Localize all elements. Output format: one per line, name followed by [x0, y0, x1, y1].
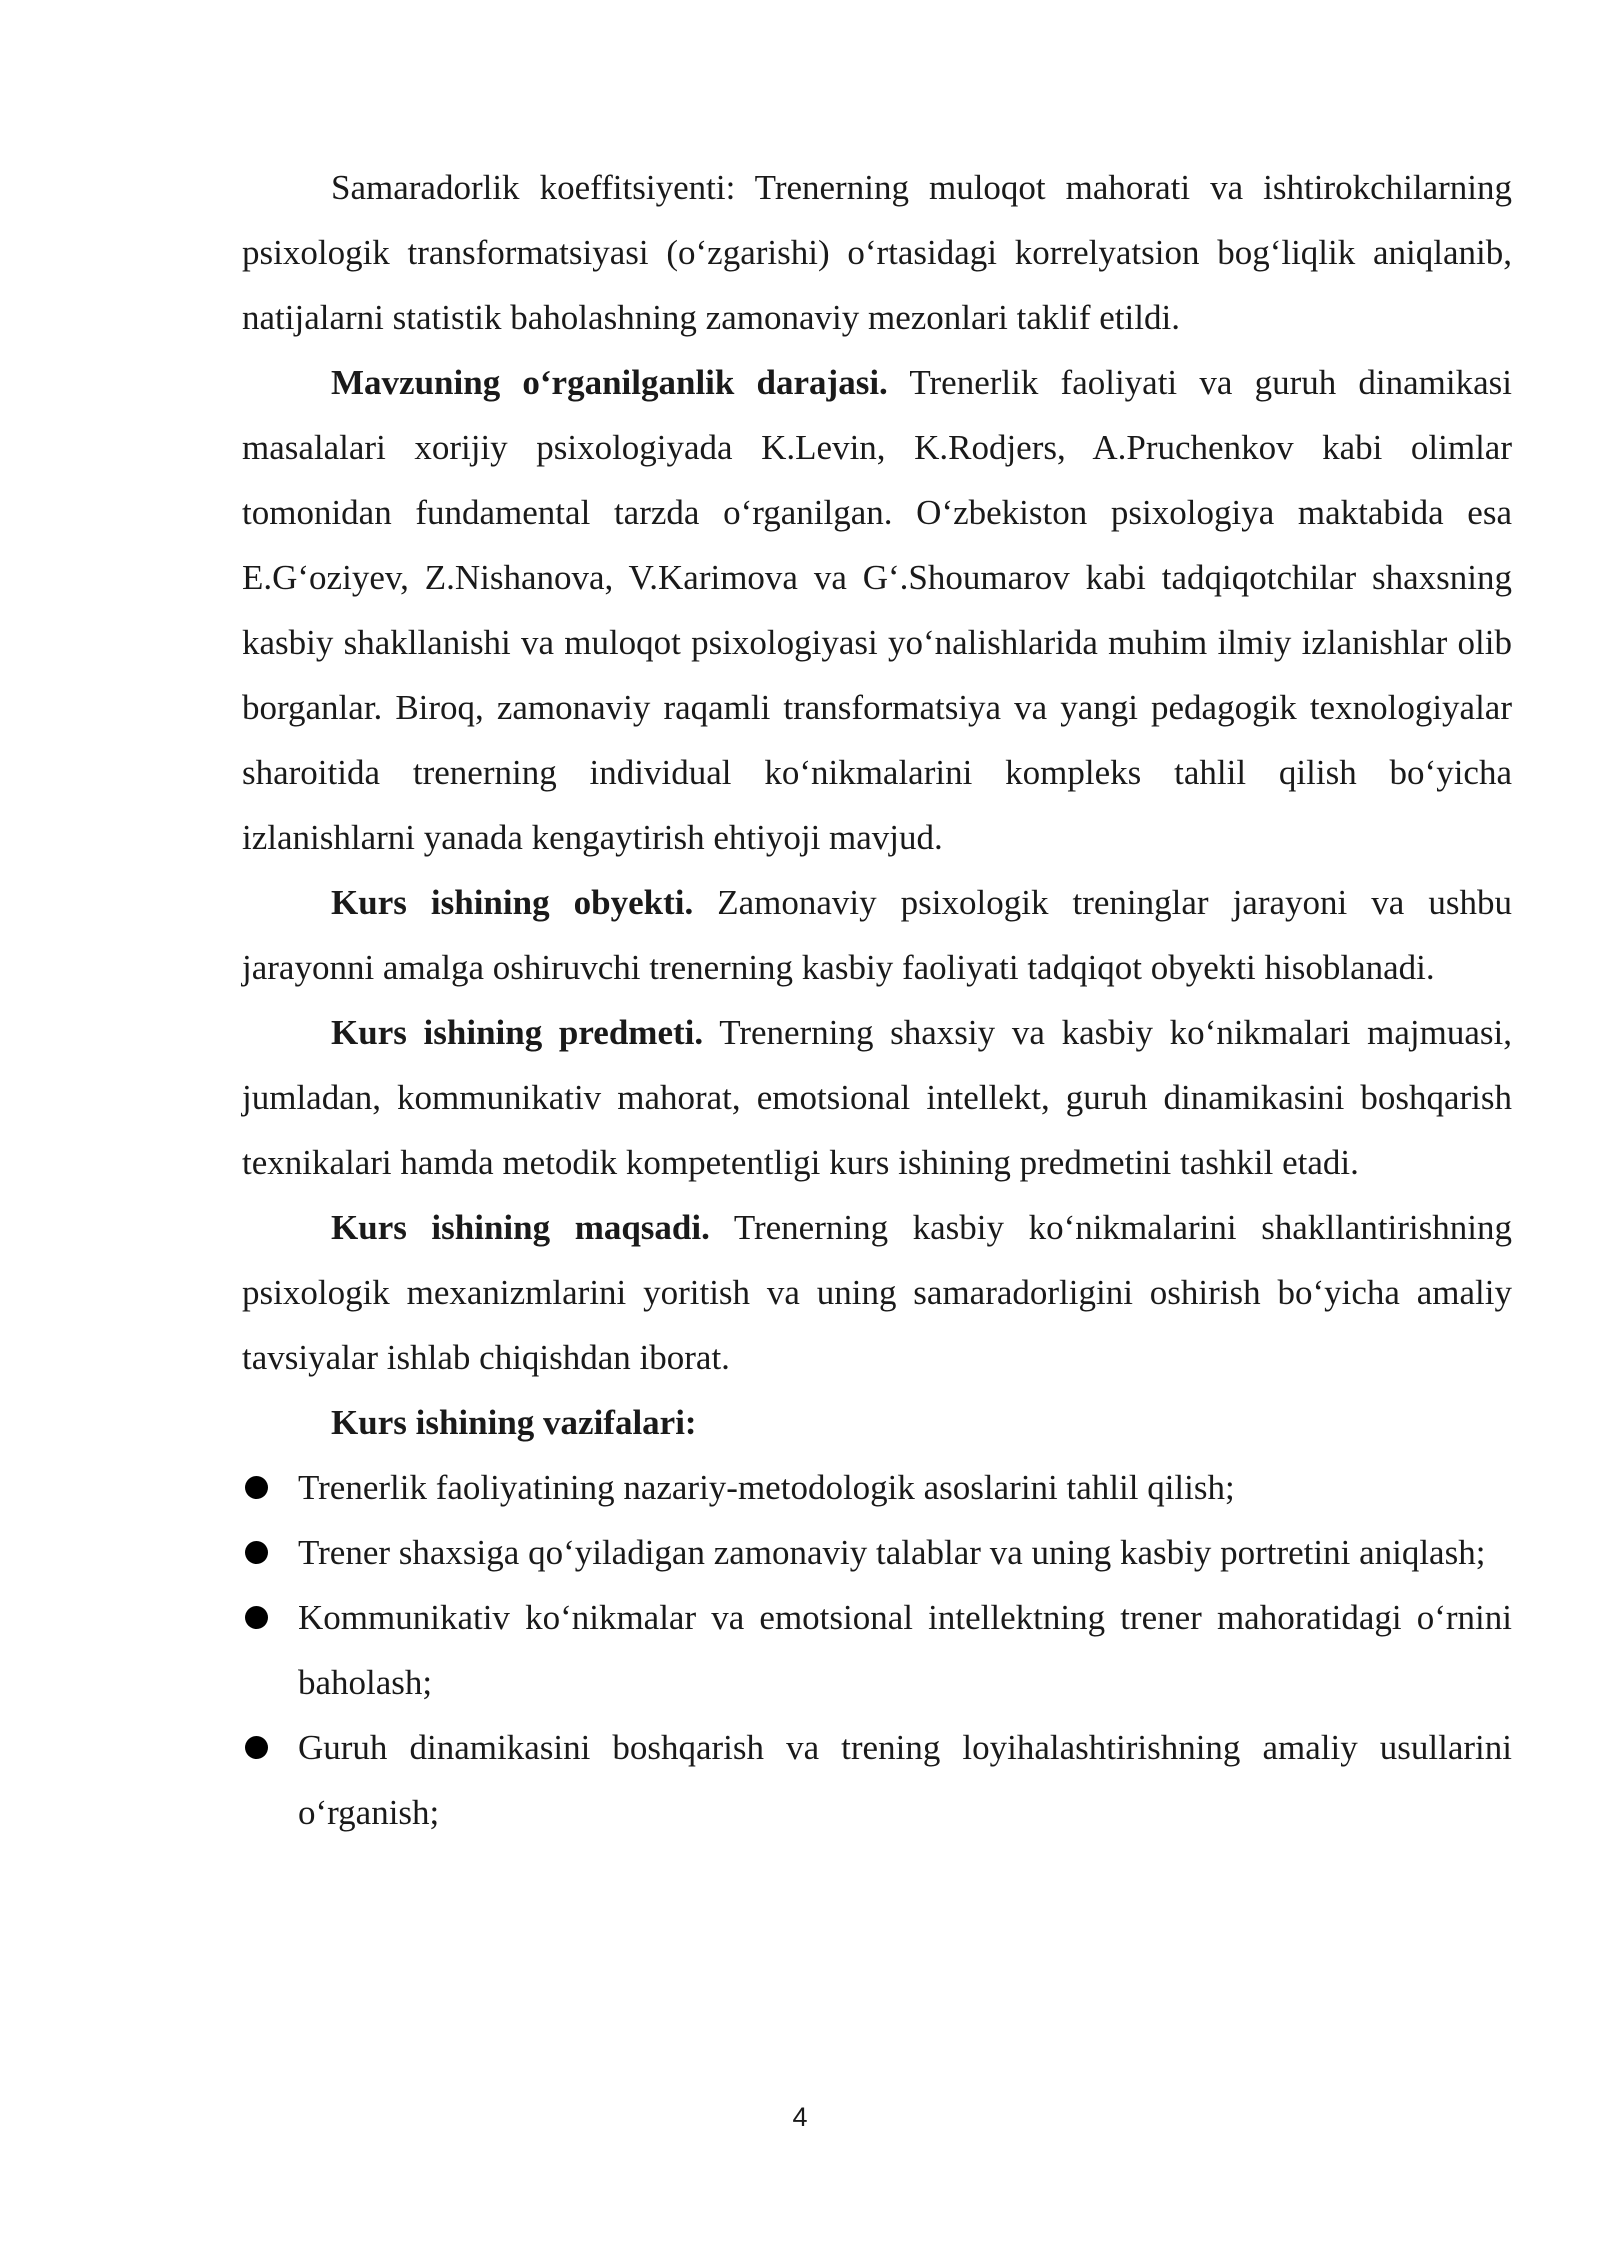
paragraph-goal [242, 1195, 1512, 1390]
page-number: 4 [792, 2102, 808, 2132]
bullet-icon [245, 1736, 268, 1759]
paragraph-study-level [242, 350, 1512, 870]
paragraph-subject [242, 1000, 1512, 1195]
list-item-text: Trener shaxsiga qo‘yiladigan zamonaviy talablar va uning kasbiy portretini aniqlash; [298, 1533, 1486, 1572]
tasks-list [242, 1455, 1512, 1845]
bullet-icon [245, 1606, 268, 1629]
paragraph-lead: Kurs ishining maqsadi. [331, 1208, 710, 1247]
tasks-heading: Kurs ishining vazifalari: [331, 1403, 697, 1442]
list-item [242, 1715, 1512, 1845]
list-item-text: Trenerlik faoliyatining nazariy-metodologik asoslarini tahlil qilish; [298, 1468, 1235, 1507]
bullet-icon [245, 1541, 268, 1564]
document-body [242, 155, 1512, 1845]
paragraph-text: Trenerlik faoliyati va guruh dinamikasi masalalari xorijiy psixologiyada K.Levin, K.Rodjers, A.Pruchenkov kabi olimlar tomonidan fundamental tarzda o‘rganilgan. O‘zbekiston psixologiya maktabida esa E.G‘oziyev, Z.Nishanova, V.Karimova va G‘.Shoumarov kabi tadqiqotchilar shaxsning kasbiy shakllanishi va muloqot psixologiyasi yo‘nalishlarida muhim ilmiy izlanishlar olib borganlar. Biroq, zamonaviy raqamli transformatsiya va yangi pedagogik texnologiyalar sharoitida trenerning individual ko‘nikmalarini kompleks tahlil qilish bo‘yicha izlanishlarni yanada kengaytirish ehtiyoji mavjud. [242, 363, 1513, 857]
paragraph-lead: Kurs ishining predmeti. [331, 1013, 704, 1052]
list-item [242, 1455, 1512, 1520]
paragraph-object [242, 870, 1512, 1000]
paragraph-lead: Mavzuning o‘rganilganlik darajasi. [331, 363, 888, 402]
paragraph-text: Zamonaviy psixologik treninglar jarayoni va ushbu jarayonni amalga oshiruvchi trenerning kasbiy faoliyati tadqiqot obyekti hisoblanadi. [242, 883, 1512, 987]
paragraph-text: Trenerning kasbiy ko‘nikmalarini shakllantirishning psixologik mexanizmlarini yoritish va uning samaradorligini oshirish bo‘yicha amaliy tavsiyalar ishlab chiqishdan iborat. [242, 1208, 1512, 1377]
bullet-icon [245, 1476, 268, 1499]
list-item [242, 1520, 1512, 1585]
paragraph-lead: Kurs ishining obyekti. [331, 883, 694, 922]
paragraph-text: Samaradorlik koeffitsiyenti: Trenerning muloqot mahorati va ishtirokchilarning psixologik transformatsiyasi (o‘zgarishi) o‘rtasidagi korrelyatsion bog‘liqlik aniqlanib, natijalarni statistik baholashning zamonaviy mezonlari taklif etildi. [242, 168, 1512, 337]
paragraph-text: Trenerning shaxsiy va kasbiy ko‘nikmalari majmuasi, jumladan, kommunikativ mahorat, emotsional intellekt, guruh dinamikasini boshqarish texnikalari hamda metodik kompetentligi kurs ishining predmetini tashkil etadi. [242, 1013, 1512, 1182]
paragraph-efficiency [242, 155, 1512, 350]
list-item-text: Kommunikativ ko‘nikmalar va emotsional intellektning trener mahoratidagi o‘rnini baholash; [298, 1598, 1512, 1702]
list-item-text: Guruh dinamikasini boshqarish va trening loyihalashtirishning amaliy usullarini o‘rganish; [298, 1728, 1512, 1832]
list-item [242, 1585, 1512, 1715]
